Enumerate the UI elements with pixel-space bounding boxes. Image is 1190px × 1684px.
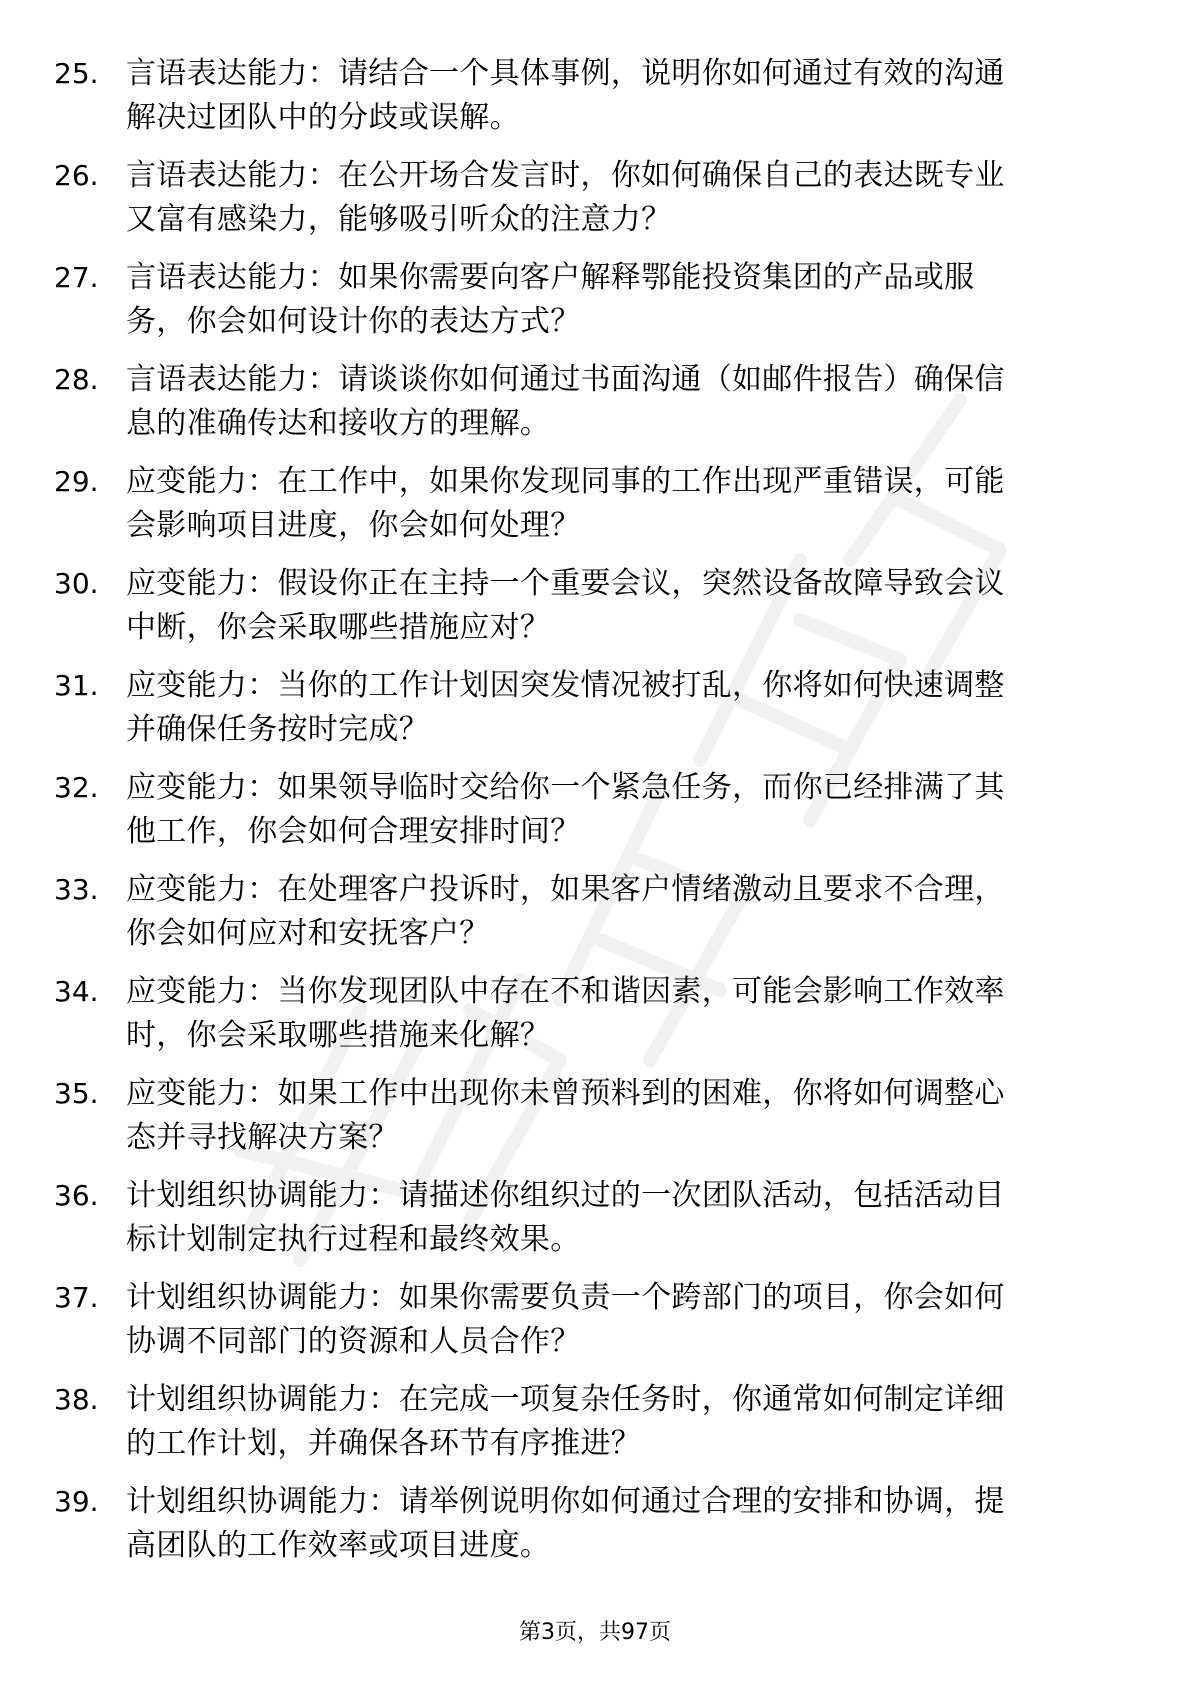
question-item [0,256,1190,358]
question-number: 26. [54,159,99,192]
question-text: 应变能力：如果工作中出现你未曾预料到的困难，你将如何调整心态并寻找解决方案？ [126,1076,1005,1155]
question-text: 言语表达能力：请谈谈你如何通过书面沟通（如邮件报告）确保信息的准确传达和接收方的理解。 [126,362,1005,441]
question-number: 30. [54,567,99,600]
question-number: 39. [54,1485,99,1518]
question-number: 37. [54,1281,99,1314]
question-item [0,1276,1190,1378]
question-number: 31. [54,669,99,702]
question-item [0,766,1190,868]
question-list [0,52,1190,1582]
question-number: 29. [54,465,99,498]
question-item [0,1480,1190,1582]
question-text: 计划组织协调能力：如果你需要负责一个跨部门的项目，你会如何协调不同部门的资源和人员合作？ [126,1280,1005,1359]
question-item [0,868,1190,970]
question-item [0,1174,1190,1276]
question-item [0,970,1190,1072]
question-item [0,664,1190,766]
question-number: 32. [54,771,99,804]
question-number: 35. [54,1077,99,1110]
question-text: 应变能力：在工作中，如果你发现同事的工作出现严重错误，可能会影响项目进度，你会如何处理？ [126,464,1005,543]
question-text: 应变能力：如果领导临时交给你一个紧急任务，而你已经排满了其他工作，你会如何合理安排时间？ [126,770,1005,849]
question-text: 应变能力：当你发现团队中存在不和谐因素，可能会影响工作效率时，你会采取哪些措施来化解？ [126,974,1005,1053]
question-text: 计划组织协调能力：请描述你组织过的一次团队活动，包括活动目标计划制定执行过程和最终效果。 [126,1178,1005,1257]
question-text: 应变能力：在处理客户投诉时，如果客户情绪激动且要求不合理，你会如何应对和安抚客户？ [126,872,1005,951]
question-text: 应变能力：假设你正在主持一个重要会议，突然设备故障导致会议中断，你会采取哪些措施应对？ [126,566,1005,645]
question-number: 33. [54,873,99,906]
question-item [0,358,1190,460]
question-item [0,1072,1190,1174]
question-number: 27. [54,261,99,294]
question-text: 计划组织协调能力：请举例说明你如何通过合理的安排和协调，提高团队的工作效率或项目进度。 [126,1484,1005,1563]
question-text: 计划组织协调能力：在完成一项复杂任务时，你通常如何制定详细的工作计划，并确保各环节有序推进？ [126,1382,1005,1461]
question-item [0,154,1190,256]
question-number: 36. [54,1179,99,1212]
question-number: 34. [54,975,99,1008]
question-item [0,460,1190,562]
question-text: 言语表达能力：请结合一个具体事例，说明你如何通过有效的沟通解决过团队中的分歧或误解。 [126,56,1005,135]
question-number: 25. [54,57,99,90]
question-number: 28. [54,363,99,396]
question-item [0,562,1190,664]
question-item [0,1378,1190,1480]
question-number: 38. [54,1383,99,1416]
question-text: 言语表达能力：在公开场合发言时，你如何确保自己的表达既专业又富有感染力，能够吸引听众的注意力？ [126,158,1005,237]
question-text: 言语表达能力：如果你需要向客户解释鄂能投资集团的产品或服务，你会如何设计你的表达方式？ [126,260,975,339]
page-footer: 第3页，共97页 [519,1620,671,1645]
question-item [0,52,1190,154]
question-text: 应变能力：当你的工作计划因突发情况被打乱，你将如何快速调整并确保任务按时完成？ [126,668,1005,747]
